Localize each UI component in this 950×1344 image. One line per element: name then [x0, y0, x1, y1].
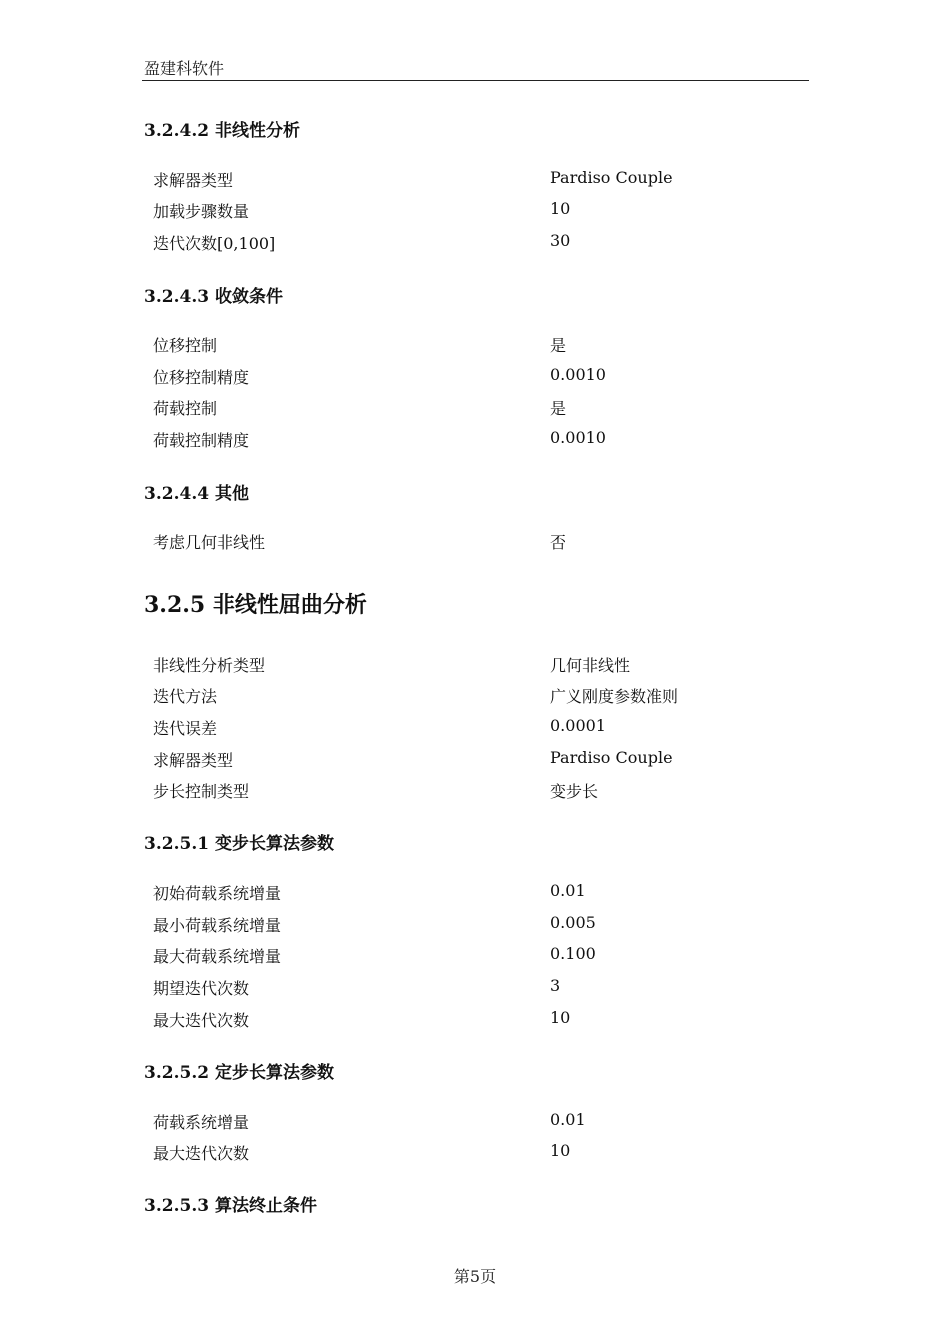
param-row [0, 333, 950, 357]
section-heading-convergence: 3.2.4.3 收敛条件 [144, 287, 283, 307]
param-value: 是 [550, 399, 567, 418]
param-value: 几何非线性 [550, 656, 631, 675]
param-key: 位移控制 [153, 336, 218, 355]
param-key: 荷载系统增量 [153, 1113, 250, 1132]
param-key: 荷载控制 [153, 399, 218, 418]
param-row [0, 913, 950, 937]
param-row [0, 779, 950, 803]
param-value: Pardiso Couple [550, 168, 673, 187]
param-key: 初始荷载系统增量 [153, 884, 282, 903]
param-row [0, 231, 950, 255]
param-row [0, 944, 950, 968]
param-key: 加载步骤数量 [153, 202, 250, 221]
section-heading-nonlinear-buckling: 3.2.5 非线性屈曲分析 [144, 592, 367, 618]
param-key: 期望迭代次数 [153, 979, 250, 998]
section-heading-variable-step: 3.2.5.1 变步长算法参数 [144, 834, 334, 854]
param-row [0, 1141, 950, 1165]
param-key: 迭代方法 [153, 687, 218, 706]
param-key: 位移控制精度 [153, 368, 250, 387]
param-key: 荷载控制精度 [153, 431, 250, 450]
param-key: 最小荷载系统增量 [153, 916, 282, 935]
param-value: 变步长 [550, 782, 599, 801]
param-row [0, 748, 950, 772]
param-value: 0.100 [550, 944, 596, 963]
param-value: 3 [550, 976, 561, 995]
param-row [0, 168, 950, 192]
param-value: 10 [550, 1141, 571, 1160]
param-key: 迭代次数[0,100] [153, 234, 276, 253]
param-key: 求解器类型 [153, 171, 234, 190]
param-value: 是 [550, 336, 567, 355]
param-row [0, 1008, 950, 1032]
param-row [0, 716, 950, 740]
param-row [0, 530, 950, 554]
param-value: 0.0001 [550, 716, 606, 735]
param-key: 步长控制类型 [153, 782, 250, 801]
param-key: 非线性分析类型 [153, 656, 266, 675]
param-value: 30 [550, 231, 571, 250]
section-heading-other: 3.2.4.4 其他 [144, 484, 249, 504]
param-row [0, 428, 950, 452]
param-row [0, 881, 950, 905]
page-header-title: 盈建科软件 [144, 59, 225, 78]
page-number: 第5页 [453, 1267, 497, 1286]
param-value: 0.0010 [550, 428, 606, 447]
section-heading-nonlinear-analysis: 3.2.4.2 非线性分析 [144, 121, 300, 141]
param-value: 0.01 [550, 881, 586, 900]
section-heading-fixed-step: 3.2.5.2 定步长算法参数 [144, 1063, 334, 1083]
param-value: 否 [550, 533, 567, 552]
param-key: 最大迭代次数 [153, 1144, 250, 1163]
param-row [0, 1110, 950, 1134]
param-key: 考虑几何非线性 [153, 533, 266, 552]
param-value: 广义刚度参数准则 [550, 687, 679, 706]
param-row [0, 976, 950, 1000]
param-row [0, 396, 950, 420]
param-row [0, 684, 950, 708]
param-value: 10 [550, 1008, 571, 1027]
param-row [0, 199, 950, 223]
param-row [0, 653, 950, 677]
param-value: 0.0010 [550, 365, 606, 384]
param-key: 求解器类型 [153, 751, 234, 770]
section-heading-termination: 3.2.5.3 算法终止条件 [144, 1196, 317, 1216]
param-key: 迭代误差 [153, 719, 218, 738]
param-value: 0.005 [550, 913, 596, 932]
param-value: 0.01 [550, 1110, 586, 1129]
param-row [0, 365, 950, 389]
param-value: Pardiso Couple [550, 748, 673, 767]
header-rule [142, 80, 809, 81]
param-key: 最大荷载系统增量 [153, 947, 282, 966]
param-key: 最大迭代次数 [153, 1011, 250, 1030]
param-value: 10 [550, 199, 571, 218]
